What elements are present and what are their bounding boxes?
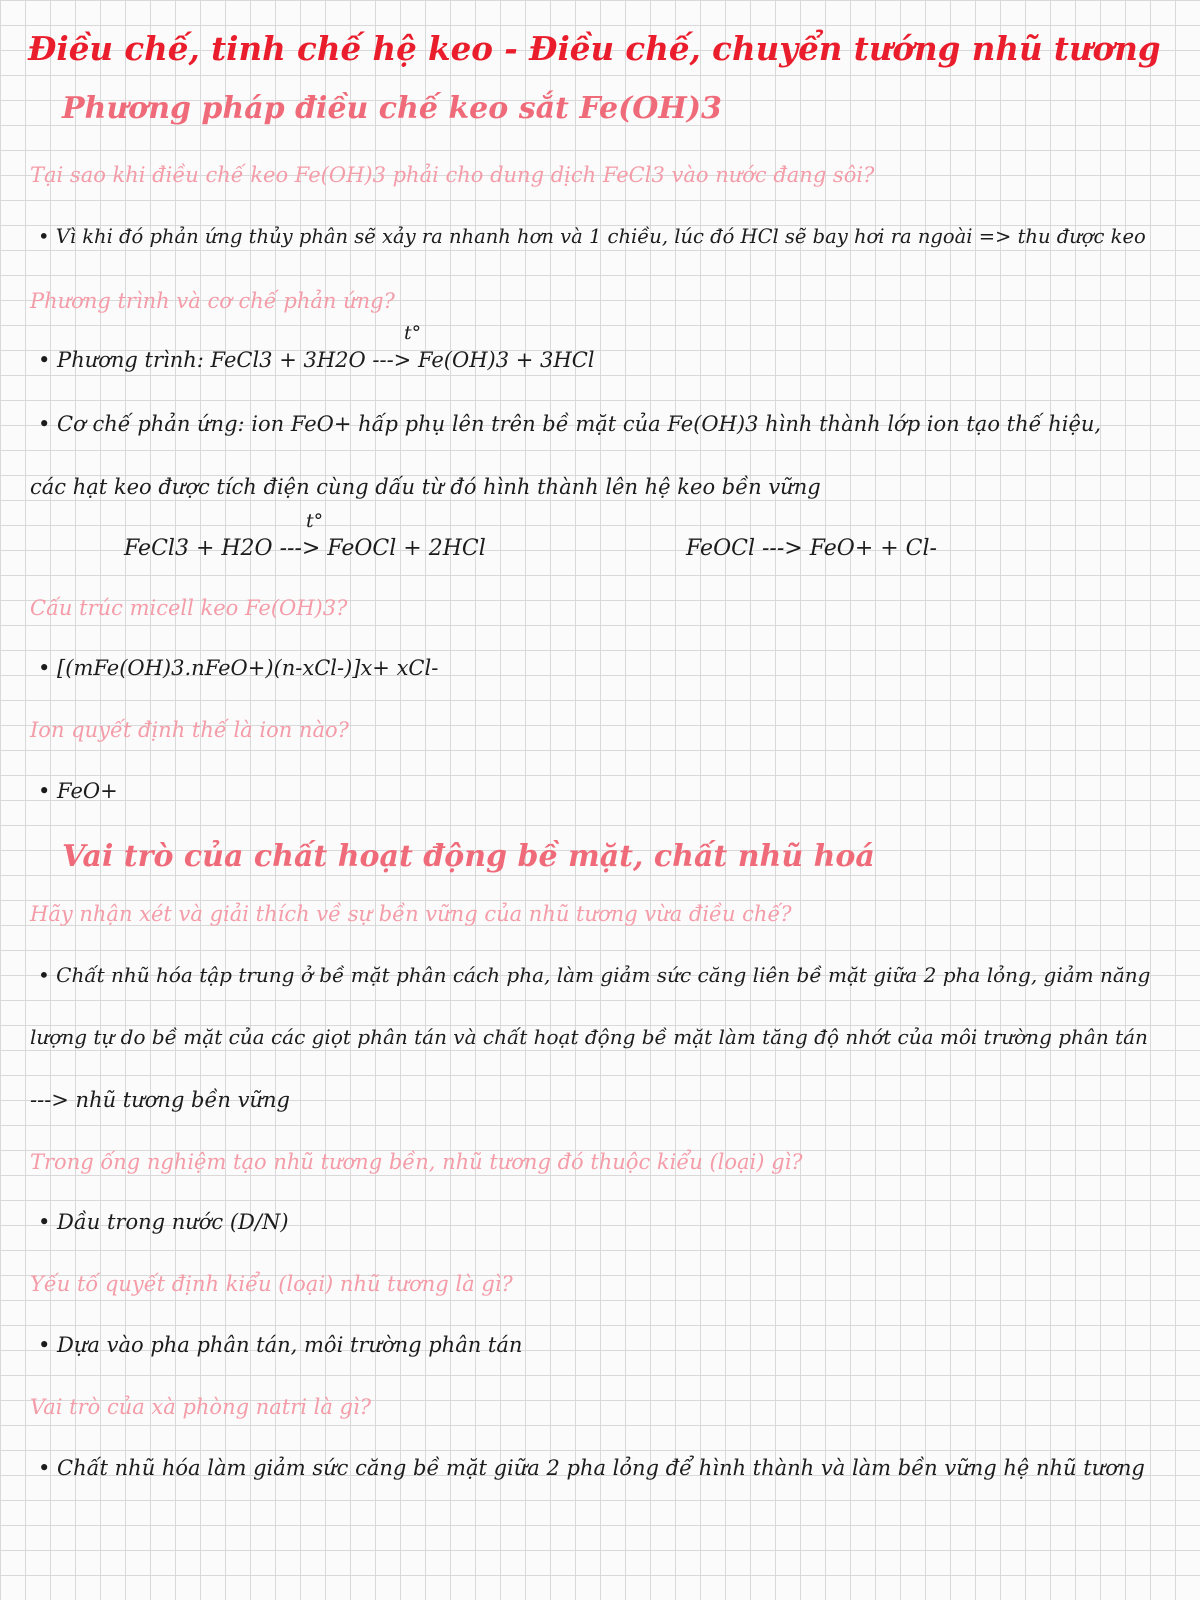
answer-potential-ion: • FeO+ [38, 779, 118, 803]
question-emulsion-type: Trong ống nghiệm tạo nhũ tương bền, nhũ tương đó thuộc kiểu (loại) gì? [30, 1150, 803, 1174]
question-equation-mechanism: Phương trình và cơ chế phản ứng? [30, 289, 395, 313]
question-emulsion-stability: Hãy nhận xét và giải thích về sự bền vững của nhũ tương vừa điều chế? [30, 902, 792, 926]
section-heading-surfactant: Vai trò của chất hoạt động bề mặt, chất nhũ hoá [62, 839, 875, 874]
hydrolysis-equation: FeCl3 + H2O ---> FeOCl + 2HCl [124, 536, 486, 561]
section-heading-ferric-colloid: Phương pháp điều chế keo sắt Fe(OH)3 [62, 91, 722, 126]
dissociation-equation: FeOCl ---> FeO+ + Cl- [686, 536, 937, 561]
answer-soap-role: • Chất nhũ hóa làm giảm sức căng bề mặt giữa 2 pha lỏng để hình thành và làm bền vững hệ nhũ tương [38, 1456, 1145, 1480]
question-boiling-water: Tại sao khi điều chế keo Fe(OH)3 phải cho dung dịch FeCl3 vào nước đang sôi? [30, 163, 875, 187]
answer-emulsion-stability-line-1: • Chất nhũ hóa tập trung ở bề mặt phân cách pha, làm giảm sức căng liên bề mặt giữa 2 pha lỏng, giảm năng [38, 963, 1151, 987]
page-title: Điều chế, tinh chế hệ keo - Điều chế, chuyển tướng nhũ tương [28, 29, 1161, 68]
answer-micelle-structure: • [(mFe(OH)3.nFeO+)(n-xCl-)]x+ xCl- [38, 656, 439, 680]
question-micelle-structure: Cấu trúc micell keo Fe(OH)3? [30, 596, 348, 620]
answer-emulsion-stability-line-3: ---> nhũ tương bền vững [30, 1088, 290, 1112]
answer-emulsion-type: • Dầu trong nước (D/N) [38, 1210, 289, 1234]
temperature-symbol-1: t° [404, 322, 422, 344]
question-type-factor: Yếu tố quyết định kiểu (loại) nhũ tương là gì? [30, 1272, 513, 1296]
question-soap-role: Vai trò của xà phòng natri là gì? [30, 1395, 371, 1419]
temperature-symbol-2: t° [306, 510, 324, 532]
answer-type-factor: • Dựa vào pha phân tán, môi trường phân tán [38, 1333, 523, 1357]
answer-mechanism-line-2: các hạt keo được tích điện cùng dấu từ đó hình thành lên hệ keo bền vững [30, 475, 821, 499]
question-potential-ion: Ion quyết định thế là ion nào? [30, 718, 349, 742]
answer-boiling-water: • Vì khi đó phản ứng thủy phân sẽ xảy ra nhanh hơn và 1 chiều, lúc đó HCl sẽ bay hơi ra ngoài => thu được keo [38, 225, 1146, 248]
answer-equation: • Phương trình: FeCl3 + 3H2O ---> Fe(OH)3 + 3HCl [38, 348, 595, 372]
answer-mechanism-line-1: • Cơ chế phản ứng: ion FeO+ hấp phụ lên trên bề mặt của Fe(OH)3 hình thành lớp ion tạo thế hiệu, [38, 412, 1102, 436]
answer-emulsion-stability-line-2: lượng tự do bề mặt của các giọt phân tán và chất hoạt động bề mặt làm tăng độ nhớt của môi trường phân tán [30, 1025, 1148, 1049]
